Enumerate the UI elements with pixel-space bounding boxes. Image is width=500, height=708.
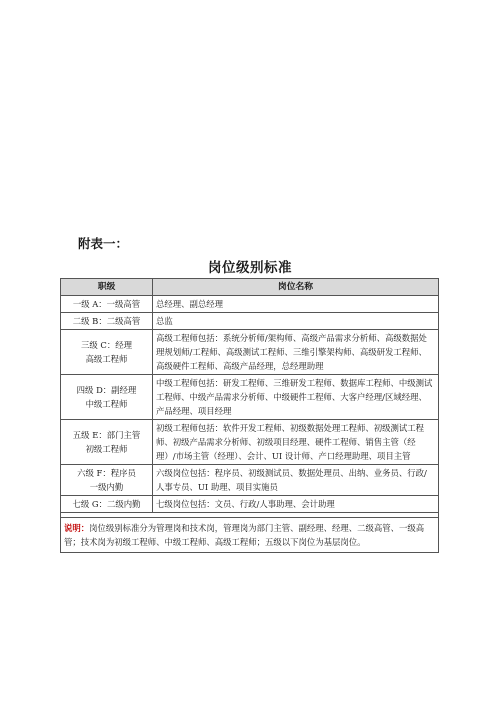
note-cell — [61, 518, 439, 553]
positions-cell: 七级岗位包括：文员、行政/人事助理、会计助理 — [153, 496, 439, 513]
positions-cell: 初级工程师包括：软件开发工程师、初级数据处理工程师、初级测试工程师、初级产品需求分析师、初级项目经理、硬件工程师、销售主管（经理）/市场主管（经理）、会计、UI 设计师、产口经理助理、项目主管 — [153, 420, 439, 465]
level-line: 六级 F：程序员 — [77, 468, 136, 478]
table-row — [61, 330, 439, 375]
note-row — [61, 518, 439, 553]
level-cell — [61, 420, 153, 465]
level-cell — [61, 296, 153, 313]
level-line: 五级 E：部门主管 — [72, 430, 141, 440]
note-label: 说明： — [64, 523, 90, 533]
level-line: 中级工程师 — [85, 399, 128, 409]
level-cell — [61, 313, 153, 330]
table-row — [61, 296, 439, 313]
positions-cell: 中级工程师包括：研发工程师、三维研发工程师、数据库工程师、中级测试工程师、中级产品需求分析师、中级硬件工程师、大客户经理/区域经理、产品经理、项目经理 — [153, 375, 439, 420]
header-level: 职级 — [61, 279, 153, 296]
table-row — [61, 420, 439, 465]
level-line: 一级内勤 — [89, 482, 124, 492]
table-row — [61, 313, 439, 330]
positions-cell: 总经理、副总经理 — [153, 296, 439, 313]
level-line: 高级工程师 — [85, 354, 128, 364]
level-line: 四级 D：副经理 — [76, 385, 137, 395]
header-position: 岗位名称 — [153, 279, 439, 296]
table-header-row — [61, 279, 439, 296]
table-row — [61, 465, 439, 496]
level-line: 一级 A：一级高管 — [72, 299, 141, 309]
level-cell — [61, 496, 153, 513]
table-title: 岗位级别标准 — [208, 260, 292, 276]
table-row — [61, 496, 439, 513]
level-line: 初级工程师 — [85, 444, 128, 454]
level-cell — [61, 375, 153, 420]
table-row — [61, 375, 439, 420]
note-text: 岗位级别标准分为管理岗和技术岗，管理岗为部门主管、副经理、经理、二级高管、一级高管；技术岗为初级工程师、中级工程师、高级工程师；五级以下岗位为基层岗位。 — [64, 523, 425, 547]
appendix-label: 附表一： — [78, 236, 129, 251]
positions-cell: 高级工程师包括：系统分析师/架构师、高级产品需求分析师、高级数据处理规划师/工程师、高级测试工程师、三维引擎架构师、高级研发工程师、高级硬件工程师、高级产品经理，总经理助理 — [153, 330, 439, 375]
level-line: 三级 C：经理 — [81, 340, 132, 350]
positions-cell: 六级岗位包括：程序员、初级测试员、数据处理员、出纳、业务员、行政/人事专员、UI 助理、项目实施员 — [153, 465, 439, 496]
level-line: 七级 G：二级内勤 — [72, 499, 141, 509]
positions-cell: 总监 — [153, 313, 439, 330]
position-level-table — [60, 278, 439, 553]
level-line: 二级 B：二级高管 — [72, 316, 141, 326]
level-cell — [61, 330, 153, 375]
level-cell — [61, 465, 153, 496]
